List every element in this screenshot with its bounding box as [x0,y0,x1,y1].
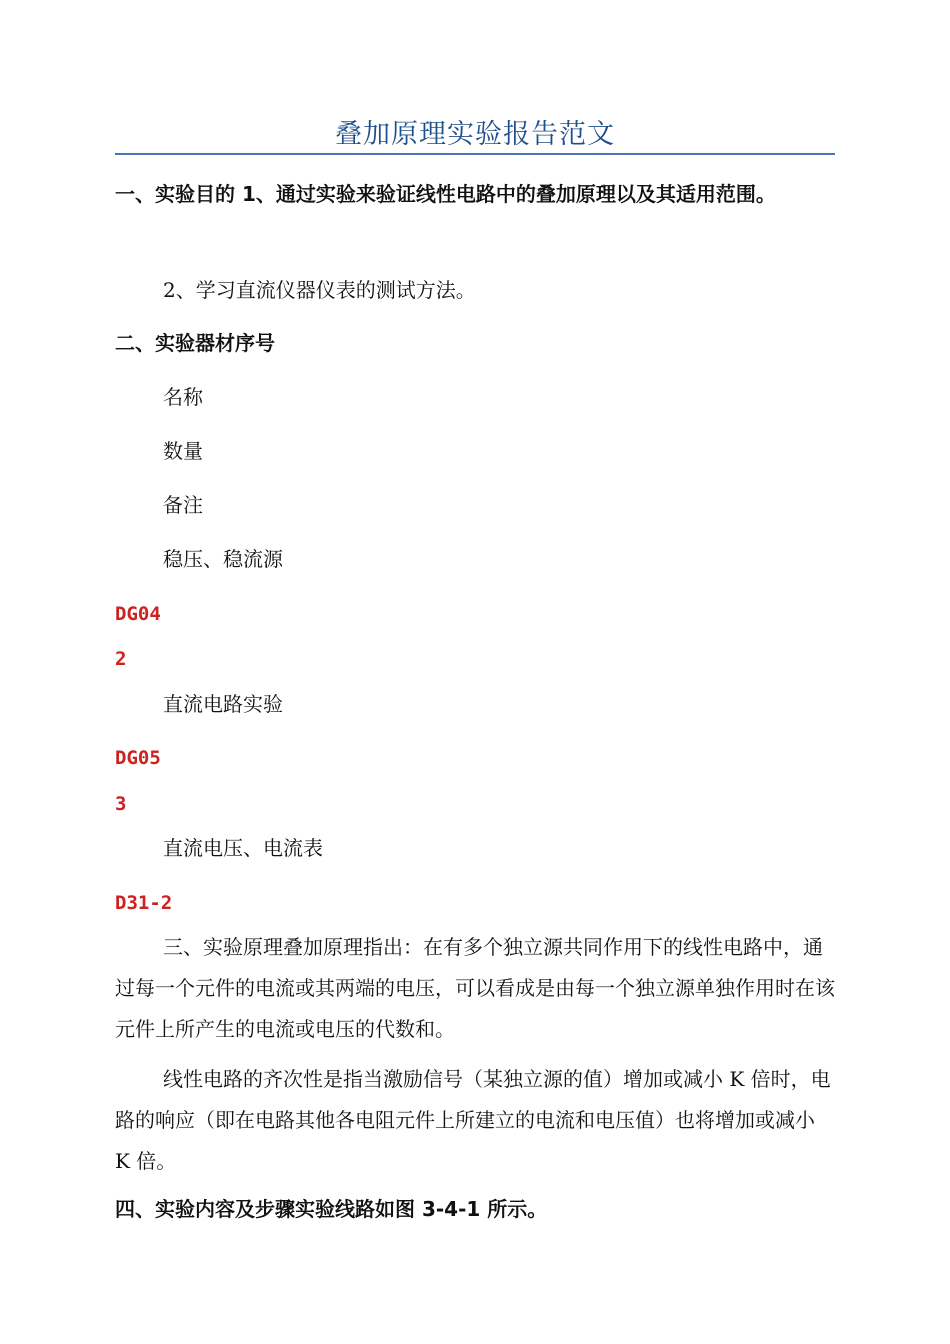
item3-number: 3 [115,793,127,815]
item2-code: DG05 [115,747,161,769]
document-title: 叠加原理实验报告范文 [335,119,615,150]
item2-name: 直流电路实验 [163,692,283,716]
section3-paragraph1: 三、实验原理叠加原理指出：在有多个独立源共同作用下的线性电路中，通过每一个元件的电流或其两端的电压，可以看成是由每一个独立源单独作用时在该元件上所产生的电流或电压的代数和。 [115,935,835,1041]
item3-code: D31-2 [115,892,173,914]
item3-name: 直流电压、电流表 [163,836,323,860]
section1-heading: 一、实验目的 1、通过实验来验证线性电路中的叠加原理以及其适用范围。 [115,182,776,206]
item1-code: DG04 [115,603,161,625]
title-underline [115,153,835,155]
item1-name: 稳压、稳流源 [163,547,283,571]
section3-paragraph2: 线性电路的齐次性是指当激励信号（某独立源的值）增加或减小 K 倍时，电路的响应（即在电路其他各电阻元件上所建立的电流和电压值）也将增加或减小 K 倍。 [115,1067,831,1173]
section2-heading: 二、实验器材序号 [115,331,275,355]
section1-item2: 2、学习直流仪器仪表的测试方法。 [163,278,476,302]
item2-number: 2 [115,648,127,670]
column-remark: 备注 [163,493,203,517]
section4-heading: 四、实验内容及步骤实验线路如图 3-4-1 所示。 [115,1197,548,1221]
column-name: 名称 [163,385,203,409]
column-quantity: 数量 [163,439,203,463]
